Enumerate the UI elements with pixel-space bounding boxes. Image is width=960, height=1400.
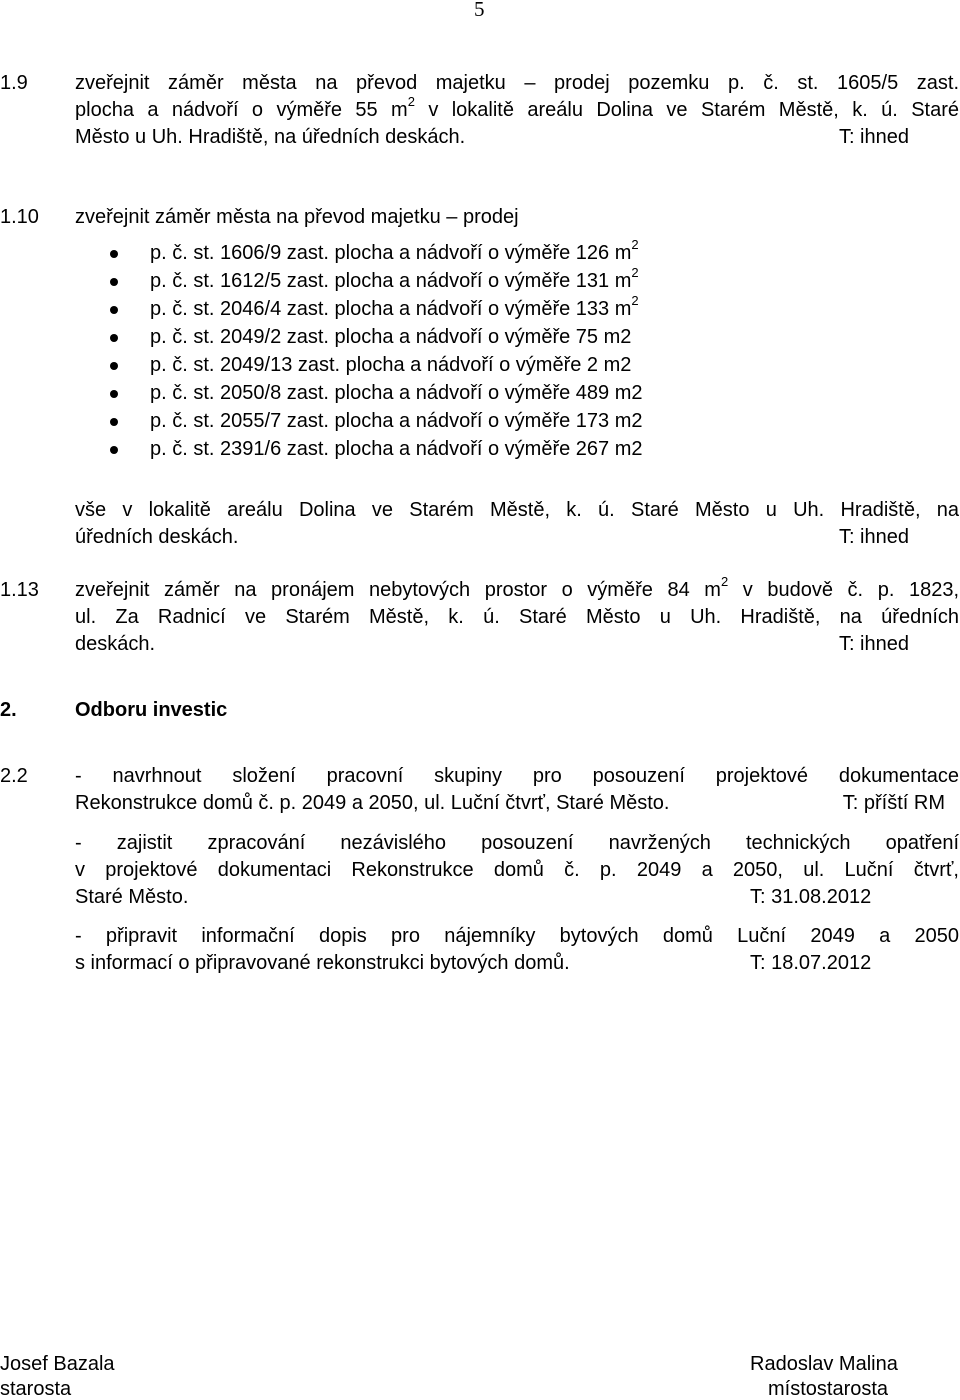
text-line: Město u Uh. Hradiště, na úředních deskách. — [75, 126, 466, 148]
section-heading: Odboru investic — [75, 699, 228, 721]
bullet-icon — [110, 362, 118, 370]
list-item: p. č. st. 2050/8 zast. plocha a nádvoří o výměře 489 m2 — [150, 382, 643, 404]
deadline: T: ihned — [838, 633, 909, 655]
deadline: T: příští RM — [842, 792, 945, 814]
bullet-icon — [110, 278, 118, 286]
text-line: plocha a nádvoří o výměře 55 $m^2$ v lokalitě areálu Dolina ve Starém Městě, k. ú. Staré — [75, 94, 960, 121]
signature-right-role: místostarosta — [768, 1378, 889, 1400]
bullet-icon — [110, 418, 118, 426]
superscript: 2 — [407, 94, 415, 110]
bullet-icon — [110, 306, 118, 314]
signature-left-name: Josef Bazala — [0, 1353, 115, 1375]
bullet-icon — [110, 334, 118, 342]
bullet-icon — [110, 250, 118, 258]
text-line: úředních deskách. — [75, 526, 239, 548]
section-number: 1.13 — [0, 579, 39, 601]
bullet-icon — [110, 390, 118, 398]
text-line: - zajistit zpracování nezávislého posouzení navržených technických opatření — [75, 832, 959, 854]
section-number: 2. — [0, 699, 17, 721]
list-item: p. č. st. 1612/5 zast. plocha a nádvoří o výměře 131 $m^2$ — [150, 265, 639, 292]
text-line: deskách. — [75, 633, 156, 655]
deadline: T: ihned — [838, 126, 909, 148]
text-line: Rekonstrukce domů č. p. 2049 a 2050, ul. Luční čtvrť, Staré Město. — [75, 792, 670, 814]
text-line: - připravit informační dopis pro nájemníky bytových domů Luční 2049 a 2050 — [75, 925, 959, 947]
list-item: p. č. st. 2046/4 zast. plocha a nádvoří o výměře 133 $m^2$ — [150, 293, 639, 320]
signature-left-role: starosta — [0, 1378, 72, 1400]
text-line: Staré Město. — [75, 886, 189, 908]
deadline: T: 31.08.2012 — [750, 886, 872, 908]
page-number: 5 — [474, 0, 485, 21]
bullet-icon — [110, 446, 118, 454]
list-item: p. č. st. 1606/9 zast. plocha a nádvoří o výměře 126 $m^2$ — [150, 237, 639, 264]
text-line: zveřejnit záměr na pronájem nebytových prostor o výměře 84 $m^2$ v budově č. p. 1823, — [75, 574, 960, 601]
list-item: p. č. st. 2055/7 zast. plocha a nádvoří o výměře 173 m2 — [150, 410, 643, 432]
deadline: T: 18.07.2012 — [750, 952, 872, 974]
list-item: p. č. st. 2391/6 zast. plocha a nádvoří o výměře 267 m2 — [150, 438, 643, 460]
section-number: 2.2 — [0, 765, 28, 787]
text-line: ul. Za Radnicí ve Starém Městě, k. ú. Staré Město u Uh. Hradiště, na úředních — [75, 606, 959, 628]
text-line: zveřejnit záměr města na převod majetku – prodej pozemku p. č. st. 1605/5 zast. — [75, 72, 959, 94]
list-item: p. č. st. 2049/13 zast. plocha a nádvoří o výměře 2 m2 — [150, 354, 632, 376]
text-line: v projektové dokumentaci Rekonstrukce domů č. p. 2049 a 2050, ul. Luční čtvrť, — [75, 859, 959, 881]
section-number: 1.10 — [0, 206, 39, 228]
text-line: vše v lokalitě areálu Dolina ve Starém Městě, k. ú. Staré Město u Uh. Hradiště, na — [75, 499, 959, 521]
text-line: s informací o připravované rekonstrukci bytových domů. — [75, 952, 570, 974]
section-number: 1.9 — [0, 72, 28, 94]
deadline: T: ihned — [838, 526, 909, 548]
text-line: - navrhnout složení pracovní skupiny pro posouzení projektové dokumentace — [75, 765, 959, 787]
superscript: 2 — [720, 574, 729, 590]
signature-right-name: Radoslav Malina — [750, 1353, 898, 1375]
text-line: zveřejnit záměr města na převod majetku – prodej — [75, 206, 519, 228]
list-item: p. č. st. 2049/2 zast. plocha a nádvoří o výměře 75 m2 — [150, 326, 632, 348]
